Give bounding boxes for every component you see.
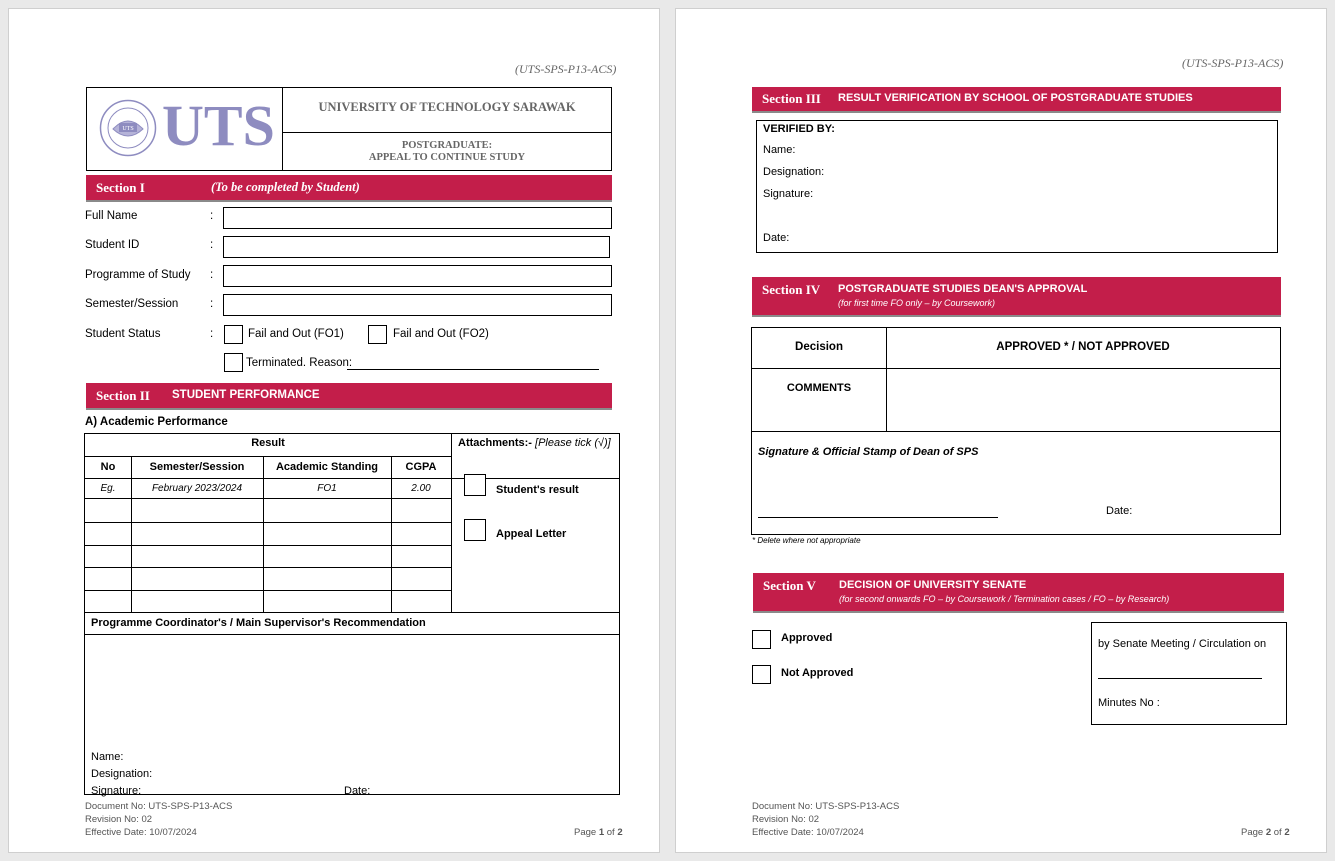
reason-line[interactable] [347,369,599,370]
section-3-number: Section III [762,91,821,106]
dean-approval-table [751,327,1281,535]
student-id-input[interactable] [223,236,610,258]
section-2-bar [86,383,612,408]
section-4-subtitle: (for first time FO only – by Coursework) [838,298,996,308]
senate-approved-checkbox[interactable] [752,630,771,649]
header-box [86,87,612,171]
full-name-label: Full Name [85,210,138,222]
section-2-number: Section II [96,388,150,403]
semester-label: Semester/Session [85,298,179,310]
example-cgpa: 2.00 [411,483,431,494]
students-result-checkbox[interactable] [464,474,486,496]
minutes-no-label: Minutes No : [1098,697,1160,709]
effective-date: Effective Date: 10/07/2024 [752,827,864,838]
example-no: Eg. [100,483,116,494]
form-title: APPEAL TO CONTINUE STUDY [368,152,526,163]
revision-no: Revision No: 02 [752,814,820,825]
colon: : [210,210,214,222]
col-no: No [100,461,116,473]
page-number: Page 1 of 2 [574,827,623,838]
decision-value[interactable]: APPROVED * / NOT APPROVED [996,341,1170,353]
verified-by-label: VERIFIED BY: [763,123,835,135]
section-5-bar [753,573,1284,611]
performance-table [84,433,620,795]
attachments-header: Attachments:- [Please tick (√)] [458,437,611,449]
page-1-footer [85,800,232,839]
section-1-number: Section I [96,180,145,195]
recommendation-title: Programme Coordinator's / Main Supervisor's Recommendation [91,617,426,629]
senate-not-approved-checkbox[interactable] [752,665,771,684]
academic-performance-heading: A) Academic Performance [85,416,228,428]
document-code: (UTS-SPS-P13-ACS) [515,62,617,76]
senate-meeting-box [1091,622,1287,725]
col-semester: Semester/Session [149,461,245,473]
university-name: UNIVERSITY OF TECHNOLOGY SARAWAK [318,100,576,114]
section-4-number: Section IV [762,282,821,297]
full-name-input[interactable] [223,207,612,229]
section-2-title: STUDENT PERFORMANCE [172,389,320,401]
colon: : [210,239,214,251]
page-1 [8,8,660,853]
effective-date: Effective Date: 10/07/2024 [85,827,197,838]
dean-signature-line[interactable] [758,517,998,518]
colon: : [210,269,214,281]
programme-input[interactable] [223,265,612,287]
document-code: (UTS-SPS-P13-ACS) [1182,56,1284,70]
dean-signature-stamp-label: Signature & Official Stamp of Dean of SPS [758,446,979,458]
rec-designation-label: Designation: [91,768,153,780]
fo1-label: Fail and Out (FO1) [248,328,344,340]
page-number: Page 2 of 2 [1241,827,1290,838]
section-4-title: POSTGRADUATE STUDIES DEAN'S APPROVAL [838,283,1088,295]
verify-designation-label: Designation: [763,166,825,178]
terminated-checkbox[interactable] [224,353,243,372]
section-5-subtitle: (for second onwards FO – by Coursework / Termination cases / FO – by Research) [839,594,1170,604]
section-5-title: DECISION OF UNIVERSITY SENATE [839,579,1027,591]
uts-logo-text: UTS [162,93,275,158]
result-header: Result [251,437,285,449]
colon: : [210,298,214,310]
fo1-checkbox[interactable] [224,325,243,344]
terminated-label: Terminated. Reason: [246,357,353,369]
revision-no: Revision No: 02 [85,814,153,825]
fo2-checkbox[interactable] [368,325,387,344]
student-status-label: Student Status [85,328,161,340]
decision-label: Decision [795,341,843,353]
col-standing: Academic Standing [275,461,379,473]
verify-name-label: Name: [763,144,796,156]
appeal-letter-checkbox[interactable] [464,519,486,541]
senate-date-line[interactable] [1098,678,1262,679]
example-standing: FO1 [317,483,337,494]
appeal-letter-label: Appeal Letter [496,528,567,540]
page-2-footer [752,800,899,839]
rec-name-label: Name: [91,751,124,763]
comments-label: COMMENTS [786,382,852,394]
col-cgpa: CGPA [405,461,437,473]
semester-input[interactable] [223,294,612,316]
doc-no: Document No: UTS-SPS-P13-ACS [85,801,233,812]
doc-no: Document No: UTS-SPS-P13-ACS [752,801,900,812]
students-result-label: Student's result [496,484,579,496]
colon: : [210,328,214,340]
senate-not-approved-label: Not Approved [781,667,854,679]
section-5-number: Section V [763,578,816,593]
rec-date-label: Date: [344,785,371,797]
section-1-bar [86,175,612,200]
section-3-bar [752,87,1281,111]
verify-signature-label: Signature: [763,188,814,200]
senate-approved-label: Approved [781,632,833,644]
verification-box [756,120,1278,253]
section-1-title: (To be completed by Student) [211,180,360,194]
verify-date-label: Date: [763,232,790,244]
section-3-title: RESULT VERIFICATION BY SCHOOL OF POSTGRADUATE STUDIES [838,92,1193,104]
form-type: POSTGRADUATE: [401,140,493,151]
delete-note: * Delete where not appropriate [752,536,861,545]
dean-date-label: Date: [1106,505,1133,517]
fo2-label: Fail and Out (FO2) [393,328,489,340]
student-id-label: Student ID [85,239,140,251]
svg-text:UTS: UTS [122,126,134,132]
page-2 [675,8,1327,853]
university-seal-logo [99,99,157,157]
section-4-bar [752,277,1281,315]
senate-meeting-label: by Senate Meeting / Circulation on [1098,638,1267,650]
programme-label: Programme of Study [85,269,191,281]
rec-signature-label: Signature: [91,785,142,797]
example-semester: February 2023/2024 [151,483,243,494]
